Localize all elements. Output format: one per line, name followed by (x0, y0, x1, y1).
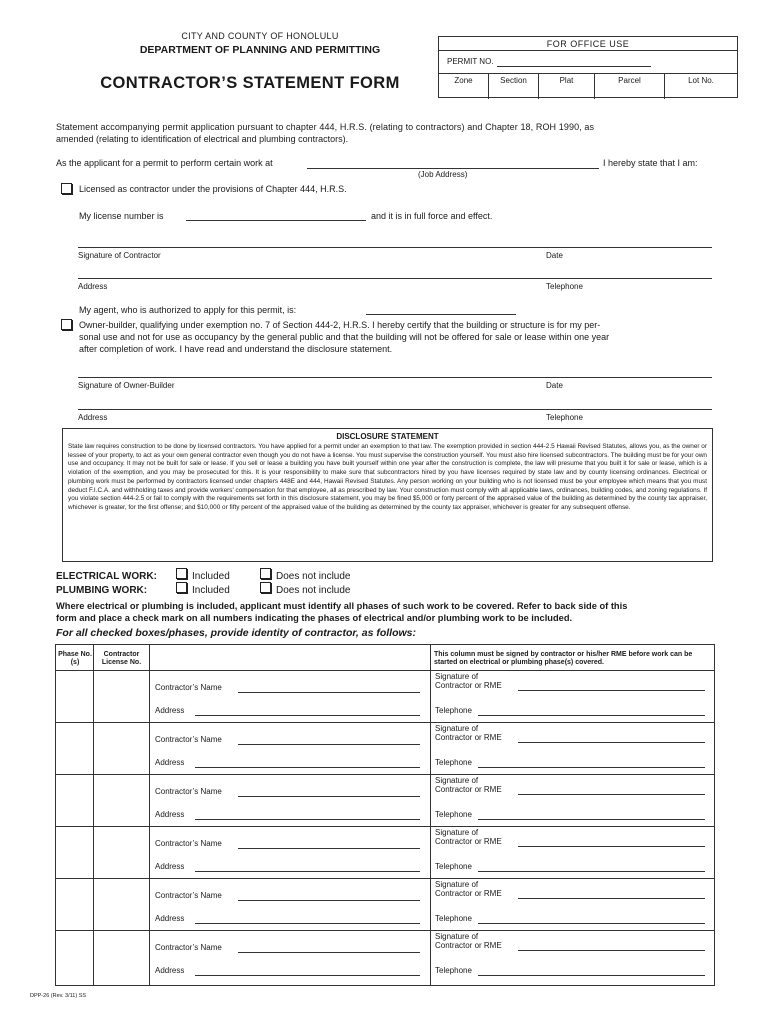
contractor-name-field[interactable] (238, 952, 420, 953)
plumbing-not-included-label: Does not include (276, 585, 351, 596)
contractor-name-label: Contractor’s Name (155, 943, 222, 952)
contractor-name-field[interactable] (238, 848, 420, 849)
row-divider (56, 774, 714, 775)
disclosure-box (62, 428, 713, 562)
rme-signature-field[interactable] (518, 690, 705, 691)
contractor-address-field[interactable] (195, 819, 420, 820)
contractor-address-label: Address (155, 966, 185, 975)
rme-signature-field[interactable] (518, 742, 705, 743)
contractor-signature-label: Signature of Contractor (78, 251, 161, 260)
instruction-line3: For all checked boxes/phases, provide identity of contractor, as follows: (56, 627, 417, 639)
agency-city: CITY AND COUNTY OF HONOLULU (181, 31, 339, 41)
license-number-suffix: and it is in full force and effect. (371, 211, 493, 221)
plumbing-included-label: Included (192, 585, 230, 596)
signature-label-line2: Contractor or RME (435, 837, 502, 846)
telephone-field[interactable] (478, 715, 705, 716)
plumbing-not-included-checkbox[interactable] (260, 582, 271, 593)
contractor-address-label: Address (155, 706, 185, 715)
owner-address-label: Address (78, 413, 108, 422)
col-divider (149, 645, 150, 985)
phase-header: Phase No.(s) (58, 651, 92, 666)
contractor-address-field[interactable] (195, 975, 420, 976)
row-divider (56, 722, 714, 723)
contractor-telephone-label: Telephone (546, 282, 583, 291)
contractor-address-label: Address (155, 810, 185, 819)
contractor-name-field[interactable] (238, 744, 420, 745)
telephone-label: Telephone (435, 758, 472, 767)
owner-telephone-label: Telephone (546, 413, 583, 422)
contractor-table (55, 644, 715, 986)
contractor-address-field[interactable] (195, 871, 420, 872)
electrical-included-label: Included (192, 571, 230, 582)
contractor-name-label: Contractor’s Name (155, 787, 222, 796)
col-divider (93, 645, 94, 985)
permit-no-label: PERMIT NO. (447, 57, 494, 66)
license-header: Contractor License No. (101, 651, 142, 666)
parcel-cell[interactable]: Parcel (595, 74, 665, 99)
contractor-address-label: Address (155, 914, 185, 923)
contractor-signature-line[interactable] (78, 247, 712, 248)
owner-signature-label: Signature of Owner-Builder (78, 381, 175, 390)
telephone-label: Telephone (435, 810, 472, 819)
telephone-label: Telephone (435, 914, 472, 923)
intro-line2: amended (relating to identification of electrical and plumbing contractors). (56, 134, 349, 144)
instruction-line1: Where electrical or plumbing is included, applicant must identify all phases of such work to be covered. Refer to back side of this (56, 601, 628, 611)
electrical-included-checkbox[interactable] (176, 568, 187, 579)
job-address-field[interactable] (307, 168, 599, 169)
owner-builder-line1: Owner-builder, qualifying under exemption no. 7 of Section 444-2, H.R.S. I hereby certify that the building or structure is for my per- (79, 320, 601, 330)
licensed-contractor-checkbox[interactable] (61, 183, 72, 194)
contractor-address-field[interactable] (195, 767, 420, 768)
zone-cell[interactable]: Zone (439, 74, 489, 99)
contractor-address-label: Address (78, 282, 108, 291)
owner-date-label: Date (546, 381, 563, 390)
rme-signature-field[interactable] (518, 794, 705, 795)
electrical-not-included-checkbox[interactable] (260, 568, 271, 579)
signature-label-line2: Contractor or RME (435, 941, 502, 950)
instruction-line2: form and place a check mark on all numbers indicating the phases of electrical and/or plumbing work to be included. (56, 613, 573, 623)
electrical-work-label: ELECTRICAL WORK: (56, 571, 157, 582)
office-use-box (438, 36, 738, 98)
signature-label-line2: Contractor or RME (435, 889, 502, 898)
signature-label-line1: Signature of (435, 932, 479, 941)
agent-field[interactable] (366, 314, 516, 315)
intro-line1: Statement accompanying permit application pursuant to chapter 444, H.R.S. (relating to contractors) and Chapter 18, ROH 1990, as (56, 122, 595, 132)
contractor-date-label: Date (546, 251, 563, 260)
col-divider (430, 645, 431, 985)
telephone-field[interactable] (478, 871, 705, 872)
rme-signature-field[interactable] (518, 846, 705, 847)
plat-cell[interactable]: Plat (539, 74, 595, 99)
contractor-name-label: Contractor’s Name (155, 683, 222, 692)
section-cell[interactable]: Section (489, 74, 539, 99)
rme-signature-field[interactable] (518, 898, 705, 899)
contractor-name-label: Contractor’s Name (155, 891, 222, 900)
contractor-name-label: Contractor’s Name (155, 735, 222, 744)
signature-label-line2: Contractor or RME (435, 785, 502, 794)
contractor-name-label: Contractor’s Name (155, 839, 222, 848)
job-address-caption: (Job Address) (418, 170, 468, 179)
contractor-name-field[interactable] (238, 900, 420, 901)
applicant-suffix: I hereby state that I am: (603, 158, 698, 168)
contractor-name-field[interactable] (238, 692, 420, 693)
licensed-contractor-label: Licensed as contractor under the provisions of Chapter 444, H.R.S. (79, 184, 347, 194)
agent-label: My agent, who is authorized to apply for this permit, is: (79, 305, 297, 315)
signature-label-line1: Signature of (435, 672, 479, 681)
telephone-field[interactable] (478, 819, 705, 820)
owner-address-line[interactable] (78, 409, 712, 410)
signature-label-line2: Contractor or RME (435, 681, 502, 690)
telephone-field[interactable] (478, 767, 705, 768)
owner-builder-line2: sonal use and not for use as occupancy by the general public and that the building will not be offered for sale or lease within one year (79, 332, 610, 342)
signature-label-line1: Signature of (435, 880, 479, 889)
license-number-prefix: My license number is (79, 211, 164, 221)
signature-column-note: This column must be signed by contractor or his/her RME before work can be started on electrical or plumbing phase(s) covered. (434, 651, 693, 666)
plumbing-work-label: PLUMBING WORK: (56, 585, 148, 596)
owner-signature-line[interactable] (78, 377, 712, 378)
signature-label-line1: Signature of (435, 828, 479, 837)
contractor-address-field[interactable] (195, 715, 420, 716)
office-use-title: FOR OFFICE USE (439, 37, 737, 51)
rme-signature-field[interactable] (518, 950, 705, 951)
applicant-prefix: As the applicant for a permit to perform certain work at (56, 158, 273, 168)
signature-label-line1: Signature of (435, 724, 479, 733)
telephone-label: Telephone (435, 862, 472, 871)
row-divider (56, 930, 714, 931)
row-divider (56, 878, 714, 879)
form-title: CONTRACTOR’S STATEMENT FORM (100, 74, 400, 92)
contractor-address-field[interactable] (195, 923, 420, 924)
telephone-field[interactable] (478, 975, 705, 976)
disclosure-title: DISCLOSURE STATEMENT (336, 432, 439, 441)
lot-no-cell[interactable]: Lot No. (688, 76, 714, 85)
telephone-field[interactable] (478, 923, 705, 924)
contractor-address-label: Address (155, 862, 185, 871)
row-divider (56, 670, 714, 671)
form-code: DPP-26 (Rev. 3/11) SS (30, 993, 87, 999)
contractor-address-label: Address (155, 758, 185, 767)
contractor-name-field[interactable] (238, 796, 420, 797)
telephone-label: Telephone (435, 966, 472, 975)
row-divider (56, 826, 714, 827)
signature-label-line2: Contractor or RME (435, 733, 502, 742)
plumbing-included-checkbox[interactable] (176, 582, 187, 593)
disclosure-body: State law requires construction to be done by licensed contractors. You have applied for a permit under an exemption to that law. The exemption provided in section 444-2.5 Hawaii Revised Statutes, allows you, as the owner or lessee of your property, to act as your own general contractor even though you do not have a license. You must supervise the construction yourself. You must also hire licensed subcontractors. The building must be for your own use and occupancy. It may not be built for sale or lease. If you sell or lease a building you have built yourself within one year after the construction is complete, the law will presume that you built it for sale or lease, which is a violation of the exemption, and you may be prosecuted for this. It is your responsibility to make sure that subcontractors hired by you have licenses required by state law and by county licensing ordinances. Electrical or plumbing work must be performed by contractors licensed under chapters 448E and 444, Hawaii Revised Statutes. Any person working on your building who is not licensed must be your employee which means that you must deduct F.I.C.A. and withholding taxes and provide workers' compensation for that employee, all as prescribed by law. Your construction must comply with all applicable laws, ordinances, building codes, and zoning regulations. If you violate section 444-2.5 or fail to comply with the requirements set forth in this disclosure statement, you may be fined $5,000 or forty percent of the appraised value of the building as determined by the county tax appraiser, whichever is greater, for the first offense; and $10,000 or fifty percent of the appraised value of the building as determined by the county tax appraiser, whichever is greater for any subsequent offense. (68, 443, 707, 511)
owner-builder-line3: after completion of work. I have read and understand the disclosure statement. (79, 344, 393, 354)
signature-label-line1: Signature of (435, 776, 479, 785)
agency-department: DEPARTMENT OF PLANNING AND PERMITTING (139, 44, 381, 56)
electrical-not-included-label: Does not include (276, 571, 351, 582)
permit-no-field[interactable] (497, 66, 651, 67)
license-number-field[interactable] (186, 220, 366, 221)
contractor-address-line[interactable] (78, 278, 712, 279)
telephone-label: Telephone (435, 706, 472, 715)
owner-builder-checkbox[interactable] (61, 319, 72, 330)
